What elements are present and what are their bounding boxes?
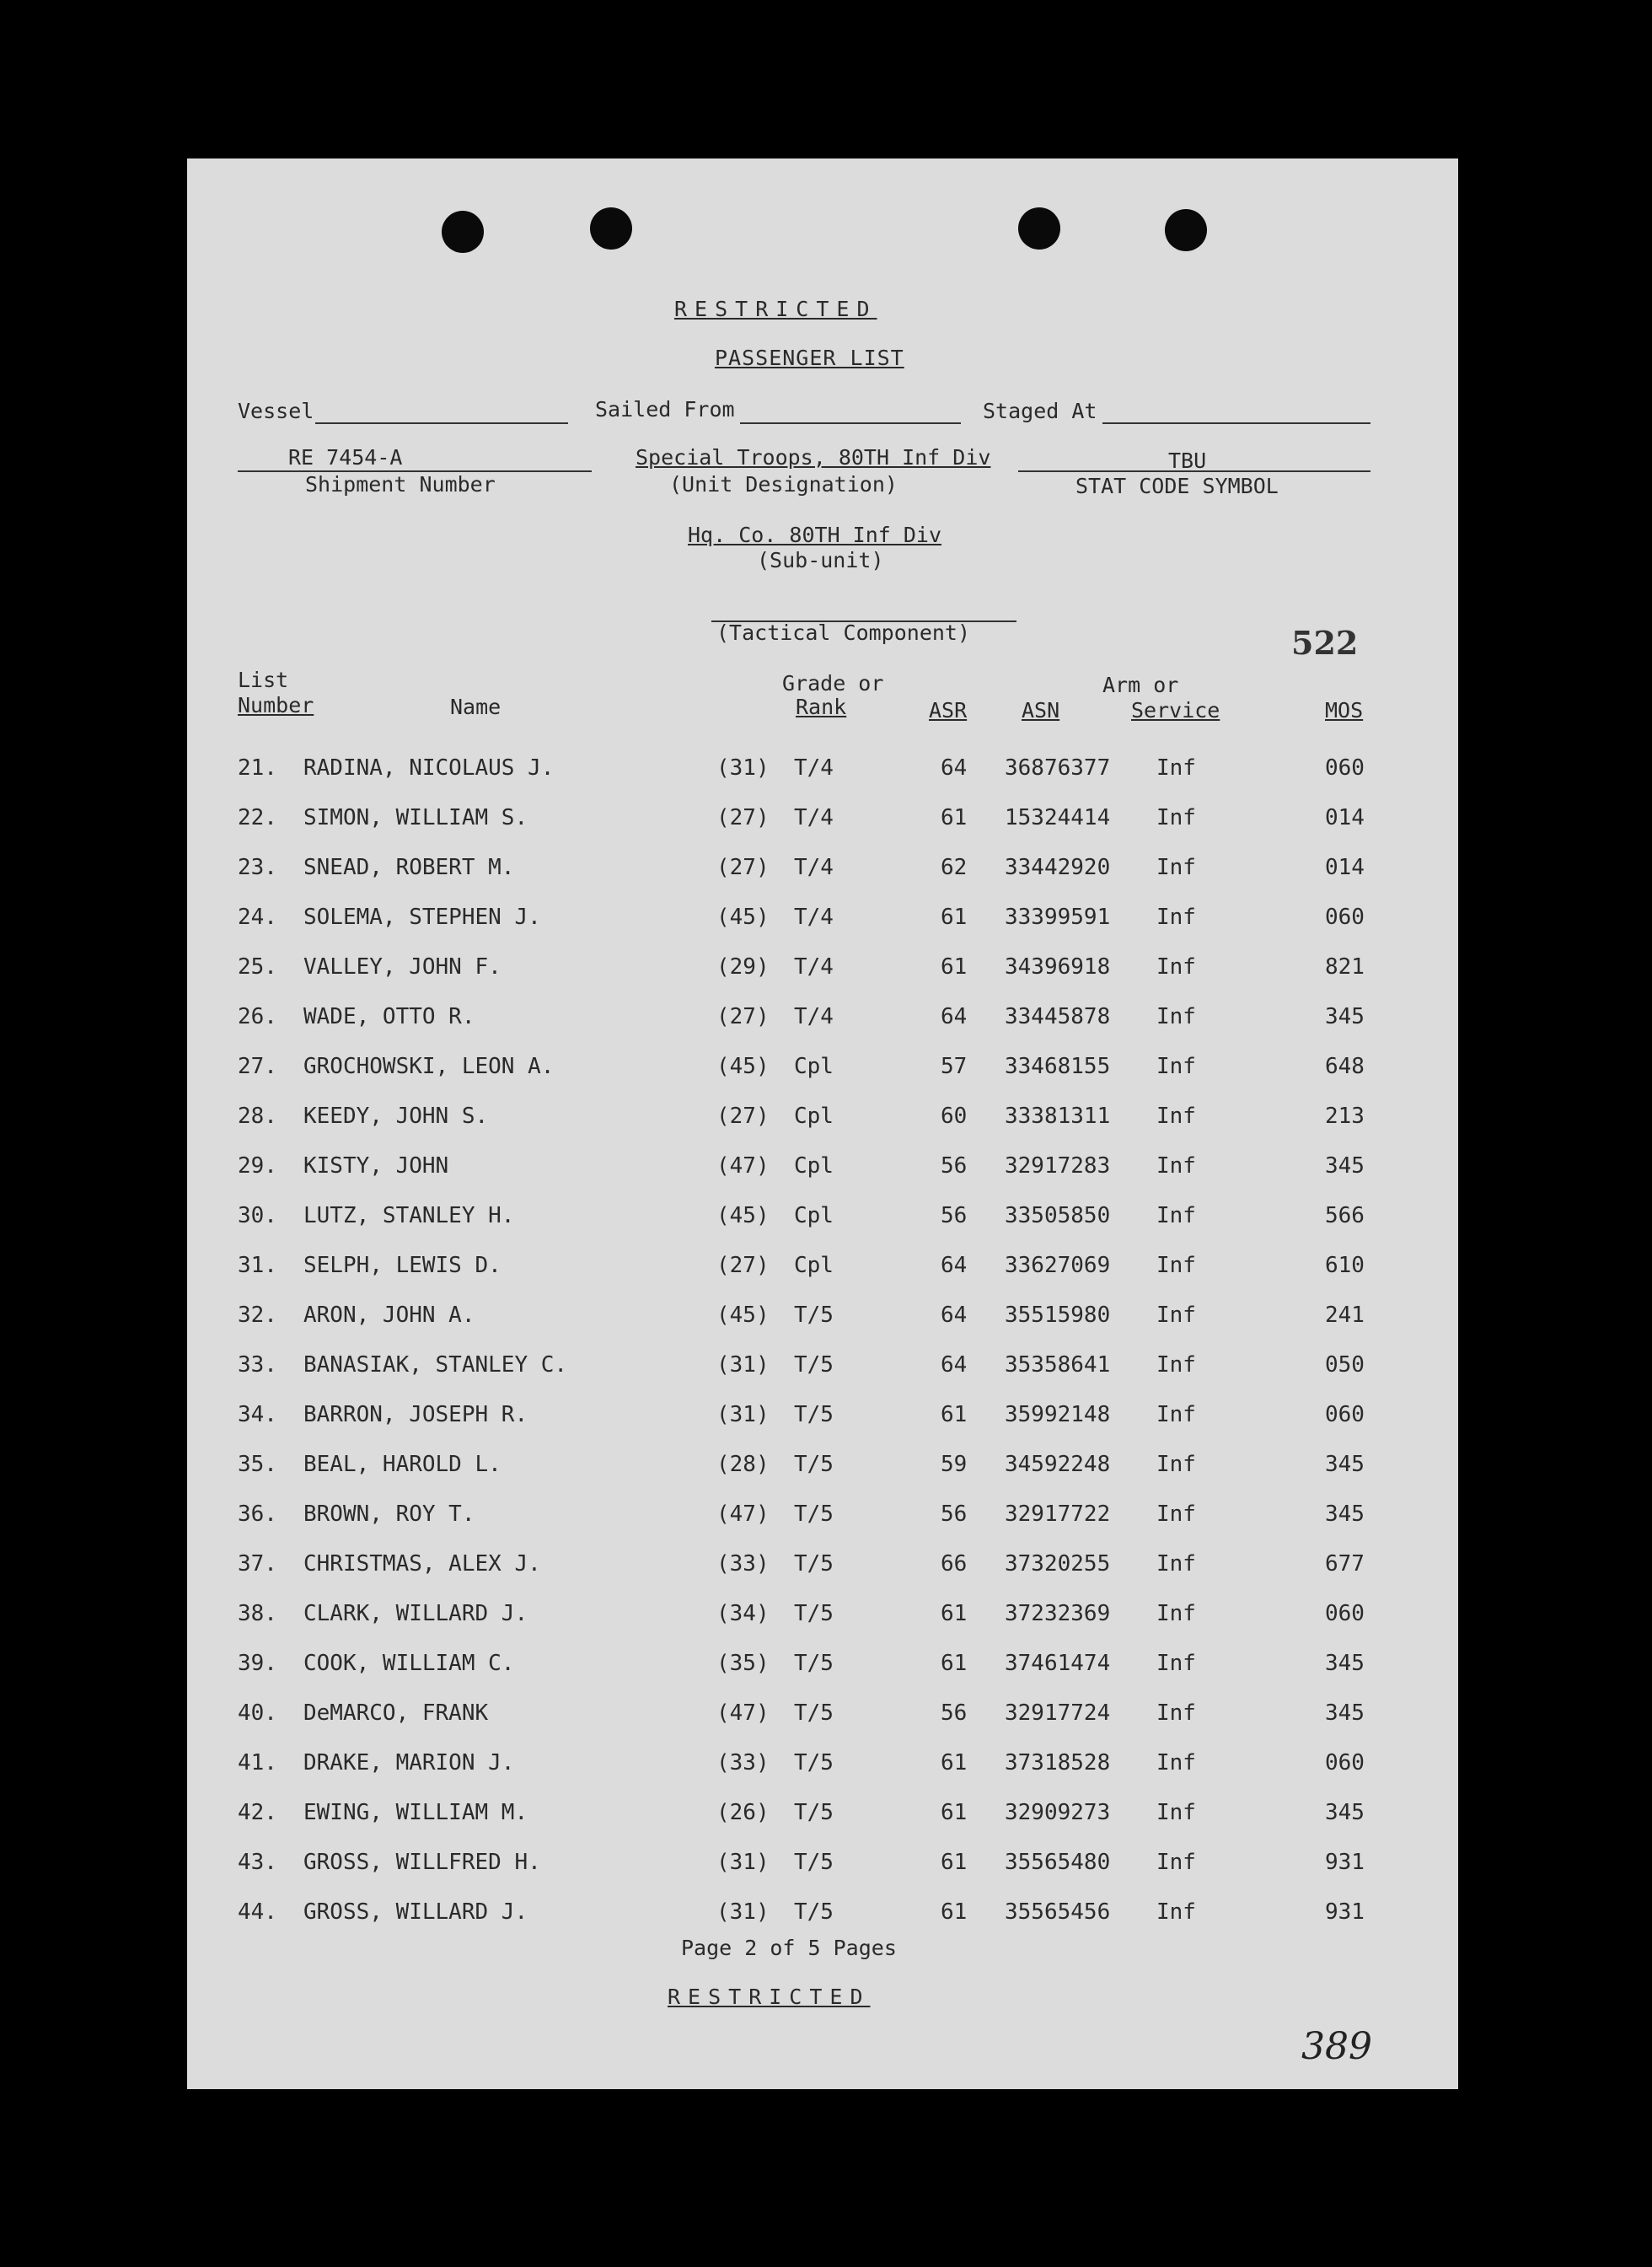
table-row [187,755,1458,789]
mos-cell: 060 [1325,1402,1365,1427]
grade-cell: T/5 [794,1850,834,1875]
arm-service-cell: Inf [1156,1153,1196,1179]
restricted-footer: RESTRICTED [668,1985,871,2009]
mos-cell: 345 [1325,1501,1365,1527]
arm-service-cell: Inf [1156,1651,1196,1676]
mos-cell: 345 [1325,1700,1365,1726]
asr-cell: 56 [941,1700,968,1726]
grade-cell: Cpl [794,1253,834,1278]
grade-cell: T/5 [794,1601,834,1626]
col-header-number: Number [238,693,314,717]
grade-cell: T/4 [794,1004,834,1029]
asn-cell: 32909273 [1005,1800,1111,1825]
asr-cell: 60 [941,1104,968,1129]
table-row [187,1153,1458,1187]
table-row [187,1452,1458,1485]
name-cell: VALLEY, JOHN F. [303,954,502,980]
asr-cell: 61 [941,1402,968,1427]
shipment-number-label: Shipment Number [305,472,496,497]
staged-at-label: Staged At [983,399,1097,423]
table-row [187,1601,1458,1635]
grade-cell: T/5 [794,1352,834,1378]
sailed-from-label: Sailed From [595,397,735,422]
col-header-grade: Grade or [782,671,884,696]
asn-cell: 32917722 [1005,1501,1111,1527]
asn-cell: 15324414 [1005,805,1111,830]
asr-cell: 64 [941,755,968,781]
age-cell: (35) [716,1651,770,1676]
grade-cell: T/5 [794,1551,834,1577]
stat-code: TBU [1168,449,1207,473]
name-cell: KEEDY, JOHN S. [303,1104,489,1129]
asr-cell: 61 [941,1850,968,1875]
name-cell: BANASIAK, STANLEY C. [303,1352,568,1378]
asr-cell: 61 [941,1800,968,1825]
table-row [187,855,1458,889]
list-number-cell: 28. [238,1104,277,1129]
mos-cell: 050 [1325,1352,1365,1378]
mos-cell: 345 [1325,1800,1365,1825]
name-cell: ARON, JOHN A. [303,1303,475,1328]
punch-hole [442,211,484,253]
age-cell: (45) [716,905,770,930]
name-cell: BROWN, ROY T. [303,1501,475,1527]
unit-designation-label: (Unit Designation) [669,472,898,497]
col-header-rank: Rank [796,695,847,719]
table-row [187,1402,1458,1436]
name-cell: BARRON, JOSEPH R. [303,1402,528,1427]
vessel-label: Vessel [238,399,314,423]
punch-hole [1165,209,1207,251]
table-row [187,1352,1458,1386]
list-number-cell: 21. [238,755,277,781]
table-row [187,1899,1458,1933]
table-row [187,1750,1458,1784]
mos-cell: 014 [1325,805,1365,830]
asr-cell: 56 [941,1501,968,1527]
mos-cell: 060 [1325,905,1365,930]
page-info: Page 2 of 5 Pages [681,1936,897,1960]
vessel-line [315,422,568,424]
arm-service-cell: Inf [1156,1551,1196,1577]
list-number-cell: 41. [238,1750,277,1775]
arm-service-cell: Inf [1156,1054,1196,1079]
table-row [187,954,1458,988]
table-row [187,1004,1458,1038]
arm-service-cell: Inf [1156,1452,1196,1477]
table-row [187,1700,1458,1734]
asr-cell: 61 [941,1750,968,1775]
asn-cell: 35358641 [1005,1352,1111,1378]
mos-cell: 345 [1325,1452,1365,1477]
col-header-service: Service [1131,698,1220,723]
col-header-name: Name [450,695,502,719]
asn-cell: 35992148 [1005,1402,1111,1427]
table-row [187,1501,1458,1535]
name-cell: COOK, WILLIAM C. [303,1651,515,1676]
mos-cell: 648 [1325,1054,1365,1079]
age-cell: (27) [716,1004,770,1029]
asn-cell: 32917724 [1005,1700,1111,1726]
col-header-mos: MOS [1325,698,1364,723]
list-number-cell: 23. [238,855,277,880]
arm-service-cell: Inf [1156,1700,1196,1726]
name-cell: SELPH, LEWIS D. [303,1253,502,1278]
restricted-header: RESTRICTED [674,297,877,321]
table-row [187,805,1458,839]
punch-hole [1018,207,1060,250]
grade-cell: Cpl [794,1104,834,1129]
age-cell: (31) [716,1899,770,1925]
mos-cell: 060 [1325,1750,1365,1775]
age-cell: (31) [716,1352,770,1378]
asr-cell: 61 [941,954,968,980]
mos-cell: 060 [1325,755,1365,781]
punch-hole [590,207,632,250]
age-cell: (47) [716,1700,770,1726]
list-number-cell: 43. [238,1850,277,1875]
mos-cell: 060 [1325,1601,1365,1626]
age-cell: (29) [716,954,770,980]
arm-service-cell: Inf [1156,1104,1196,1129]
table-row [187,1800,1458,1834]
asn-cell: 34592248 [1005,1452,1111,1477]
mos-cell: 241 [1325,1303,1365,1328]
col-header-list: List [238,668,289,692]
list-number-cell: 29. [238,1153,277,1179]
age-cell: (27) [716,855,770,880]
age-cell: (47) [716,1153,770,1179]
asn-cell: 37232369 [1005,1601,1111,1626]
asr-cell: 61 [941,805,968,830]
name-cell: BEAL, HAROLD L. [303,1452,502,1477]
asn-cell: 37320255 [1005,1551,1111,1577]
list-number-cell: 22. [238,805,277,830]
name-cell: CHRISTMAS, ALEX J. [303,1551,541,1577]
age-cell: (33) [716,1551,770,1577]
name-cell: EWING, WILLIAM M. [303,1800,528,1825]
asr-cell: 64 [941,1253,968,1278]
asr-cell: 66 [941,1551,968,1577]
tactical-component-label: (Tactical Component) [716,620,971,645]
grade-cell: T/5 [794,1303,834,1328]
list-number-cell: 33. [238,1352,277,1378]
page-title: PASSENGER LIST [715,346,904,370]
mos-cell: 345 [1325,1153,1365,1179]
name-cell: GROCHOWSKI, LEON A. [303,1054,555,1079]
arm-service-cell: Inf [1156,1750,1196,1775]
arm-service-cell: Inf [1156,855,1196,880]
name-cell: WADE, OTTO R. [303,1004,475,1029]
mos-cell: 677 [1325,1551,1365,1577]
sub-unit: Hq. Co. 80TH Inf Div [688,523,942,547]
list-number-cell: 30. [238,1203,277,1228]
grade-cell: T/4 [794,805,834,830]
arm-service-cell: Inf [1156,1352,1196,1378]
asn-cell: 36876377 [1005,755,1111,781]
mos-cell: 345 [1325,1651,1365,1676]
grade-cell: Cpl [794,1054,834,1079]
name-cell: SIMON, WILLIAM S. [303,805,528,830]
grade-cell: T/5 [794,1452,834,1477]
asn-cell: 33468155 [1005,1054,1111,1079]
arm-service-cell: Inf [1156,1004,1196,1029]
arm-service-cell: Inf [1156,805,1196,830]
asn-cell: 37461474 [1005,1651,1111,1676]
grade-cell: Cpl [794,1203,834,1228]
list-number-cell: 27. [238,1054,277,1079]
asn-cell: 32917283 [1005,1153,1111,1179]
asn-cell: 34396918 [1005,954,1111,980]
list-number-cell: 35. [238,1452,277,1477]
arm-service-cell: Inf [1156,1303,1196,1328]
list-number-cell: 31. [238,1253,277,1278]
arm-service-cell: Inf [1156,1402,1196,1427]
asn-cell: 33505850 [1005,1203,1111,1228]
stamp-number: 522 [1291,624,1359,662]
mos-cell: 566 [1325,1203,1365,1228]
mos-cell: 821 [1325,954,1365,980]
list-number-cell: 36. [238,1501,277,1527]
age-cell: (27) [716,1104,770,1129]
table-row [187,1104,1458,1137]
table-row [187,1203,1458,1237]
asn-cell: 35565480 [1005,1850,1111,1875]
grade-cell: T/5 [794,1402,834,1427]
mos-cell: 345 [1325,1004,1365,1029]
asr-cell: 64 [941,1004,968,1029]
stat-code-label: STAT CODE SYMBOL [1075,474,1279,498]
handwritten-page-number: 389 [1301,2025,1372,2068]
age-cell: (31) [716,1402,770,1427]
name-cell: SNEAD, ROBERT M. [303,855,515,880]
asr-cell: 62 [941,855,968,880]
arm-service-cell: Inf [1156,1899,1196,1925]
table-row [187,905,1458,938]
age-cell: (33) [716,1750,770,1775]
name-cell: DRAKE, MARION J. [303,1750,515,1775]
grade-cell: T/5 [794,1750,834,1775]
asr-cell: 61 [941,1651,968,1676]
arm-service-cell: Inf [1156,954,1196,980]
table-row [187,1850,1458,1883]
asn-cell: 35515980 [1005,1303,1111,1328]
name-cell: KISTY, JOHN [303,1153,449,1179]
grade-cell: T/5 [794,1651,834,1676]
asr-cell: 57 [941,1054,968,1079]
arm-service-cell: Inf [1156,755,1196,781]
list-number-cell: 38. [238,1601,277,1626]
table-row [187,1253,1458,1287]
age-cell: (27) [716,805,770,830]
asr-cell: 56 [941,1203,968,1228]
shipment-number: RE 7454-A [288,445,403,470]
list-number-cell: 25. [238,954,277,980]
table-row [187,1054,1458,1088]
grade-cell: T/5 [794,1700,834,1726]
arm-service-cell: Inf [1156,905,1196,930]
arm-service-cell: Inf [1156,1800,1196,1825]
list-number-cell: 24. [238,905,277,930]
asr-cell: 61 [941,1601,968,1626]
age-cell: (26) [716,1800,770,1825]
asr-cell: 61 [941,905,968,930]
arm-service-cell: Inf [1156,1203,1196,1228]
asr-cell: 64 [941,1352,968,1378]
stat-code-line [1018,470,1370,472]
name-cell: LUTZ, STANLEY H. [303,1203,515,1228]
unit-designation: Special Troops, 80TH Inf Div [636,445,991,470]
asn-cell: 33381311 [1005,1104,1111,1129]
mos-cell: 213 [1325,1104,1365,1129]
asr-cell: 59 [941,1452,968,1477]
name-cell: CLARK, WILLARD J. [303,1601,528,1626]
col-header-arm: Arm or [1102,673,1179,697]
asn-cell: 33442920 [1005,855,1111,880]
mos-cell: 931 [1325,1899,1365,1925]
asn-cell: 33627069 [1005,1253,1111,1278]
list-number-cell: 42. [238,1800,277,1825]
age-cell: (47) [716,1501,770,1527]
age-cell: (28) [716,1452,770,1477]
grade-cell: T/4 [794,905,834,930]
list-number-cell: 34. [238,1402,277,1427]
grade-cell: T/4 [794,755,834,781]
staged-at-line [1102,422,1370,424]
table-row [187,1651,1458,1684]
age-cell: (31) [716,755,770,781]
list-number-cell: 32. [238,1303,277,1328]
list-number-cell: 39. [238,1651,277,1676]
asr-cell: 61 [941,1899,968,1925]
sub-unit-label: (Sub-unit) [757,548,884,572]
asn-cell: 37318528 [1005,1750,1111,1775]
col-header-asr: ASR [929,698,968,723]
mos-cell: 931 [1325,1850,1365,1875]
mos-cell: 014 [1325,855,1365,880]
age-cell: (27) [716,1253,770,1278]
arm-service-cell: Inf [1156,1601,1196,1626]
sailed-from-line [740,422,961,424]
arm-service-cell: Inf [1156,1253,1196,1278]
grade-cell: T/4 [794,954,834,980]
age-cell: (45) [716,1054,770,1079]
grade-cell: T/4 [794,855,834,880]
name-cell: SOLEMA, STEPHEN J. [303,905,541,930]
name-cell: DeMARCO, FRANK [303,1700,489,1726]
list-number-cell: 26. [238,1004,277,1029]
age-cell: (34) [716,1601,770,1626]
asr-cell: 56 [941,1153,968,1179]
asr-cell: 64 [941,1303,968,1328]
list-number-cell: 44. [238,1899,277,1925]
age-cell: (45) [716,1303,770,1328]
asn-cell: 33445878 [1005,1004,1111,1029]
grade-cell: T/5 [794,1501,834,1527]
grade-cell: Cpl [794,1153,834,1179]
list-number-cell: 37. [238,1551,277,1577]
col-header-asn: ASN [1022,698,1060,723]
name-cell: GROSS, WILLFRED H. [303,1850,541,1875]
list-number-cell: 40. [238,1700,277,1726]
grade-cell: T/5 [794,1899,834,1925]
name-cell: RADINA, NICOLAUS J. [303,755,555,781]
asn-cell: 33399591 [1005,905,1111,930]
age-cell: (31) [716,1850,770,1875]
age-cell: (45) [716,1203,770,1228]
table-row [187,1303,1458,1336]
name-cell: GROSS, WILLARD J. [303,1899,528,1925]
table-row [187,1551,1458,1585]
mos-cell: 610 [1325,1253,1365,1278]
arm-service-cell: Inf [1156,1501,1196,1527]
document-page [187,158,1458,2089]
asn-cell: 35565456 [1005,1899,1111,1925]
arm-service-cell: Inf [1156,1850,1196,1875]
grade-cell: T/5 [794,1800,834,1825]
